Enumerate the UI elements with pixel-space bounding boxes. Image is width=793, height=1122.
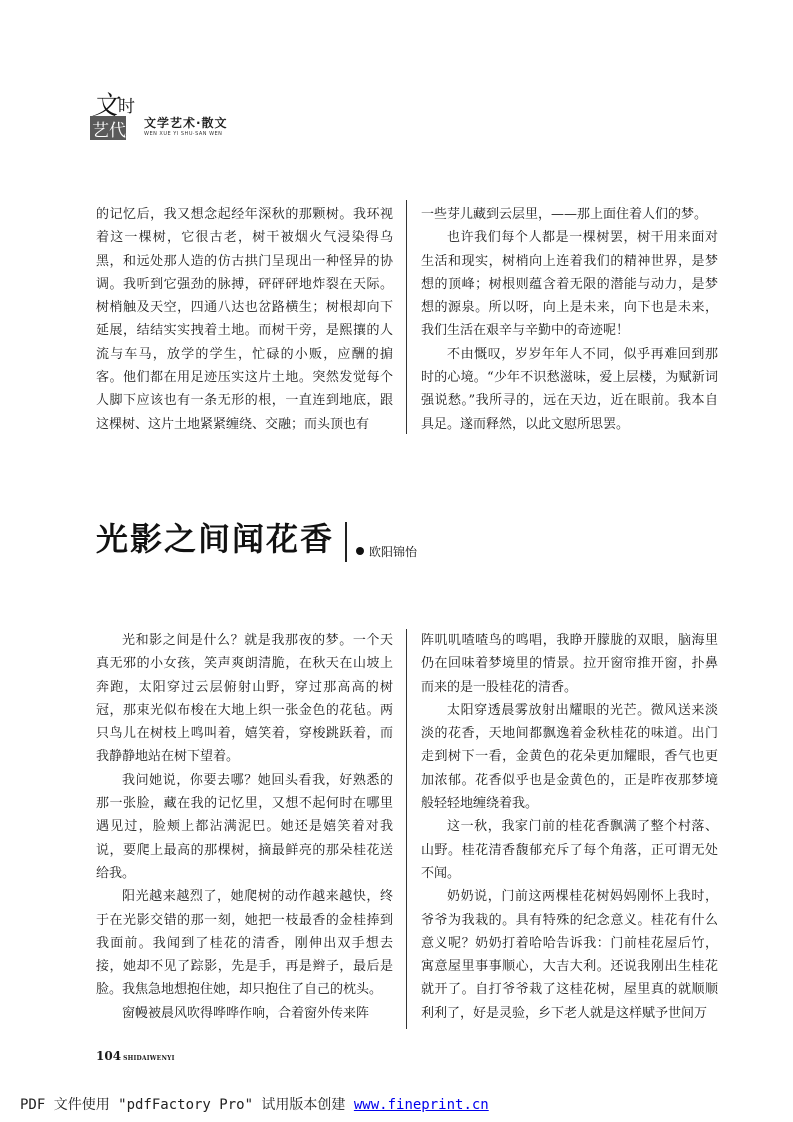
column-divider bbox=[406, 629, 407, 1029]
article-title: 光影之间闻花香 bbox=[96, 520, 335, 558]
prev-article-left-column bbox=[96, 203, 393, 436]
pdf-footer bbox=[20, 1094, 489, 1114]
prev-article-right-column bbox=[421, 203, 718, 436]
paragraph: 不由慨叹，岁岁年年人不同，似乎再难回到那时的心境。“少年不识愁滋味，爱上层楼，为赋新词强说愁。”我所寻的，远在天边，近在眼前。我本自具足。遂而释然，以此文慰所思罢。 bbox=[421, 346, 718, 432]
logo-char-yidai: 艺代 bbox=[92, 121, 126, 141]
author-name: 欧阳锦怡 bbox=[369, 545, 418, 559]
section-label-en: WEN XUE YI SHU·SAN WEN bbox=[144, 131, 223, 137]
logo-char-wen: 文 bbox=[92, 91, 119, 121]
paragraph: 我问她说，你要去哪？她回头看我，好熟悉的那一张脸，藏在我的记忆里，又想不起何时在哪里遇见过，脸颊上都沾满泥巴。她还是嬉笑着对我说，要爬上最高的那棵树，摘最鲜亮的那朵桂花送给我。 bbox=[96, 772, 393, 881]
column-divider bbox=[406, 200, 407, 434]
title-divider bbox=[345, 522, 347, 562]
paragraph: 阳光越来越烈了，她爬树的动作越来越快，终于在光影交错的那一刻，她把一枝最香的金桂捧到我面前。我闻到了桂花的清香，刚伸出双手想去接，她却不见了踪影，先是手，再是辫子，最后是脸。我焦急地想抱住她，却只抱住了自己的枕头。 bbox=[96, 889, 393, 998]
magazine-logo bbox=[88, 86, 263, 144]
article-left-column bbox=[96, 629, 393, 1025]
article-author bbox=[356, 543, 417, 560]
paragraph: 的记忆后，我又想念起经年深秋的那颗树。我环视着这一棵树，它很古老，树干被烟火气浸染得乌黑，和远处那人造的仿古拱门呈现出一种怪异的协调。我听到它强劲的脉搏，砰砰砰地炸裂在天际。树梢触及天空，四通八达也岔路横生；树根却向下延展，结结实实拽着土地。而树干旁，是熙攘的人流与车马，放学的学生，忙碌的小贩，应酬的掮客。他们都在用足迹压实这片土地。突然发觉每个人脚下应该也有一条无形的根，一直连到地底，跟这棵树、这片土地紧紧缠绕、交融；而头顶也有 bbox=[96, 207, 393, 432]
magazine-name: SHIDAIWENYI bbox=[123, 1055, 175, 1062]
paragraph: 光和影之间是什么？就是我那夜的梦。一个天真无邪的小女孩，笑声爽朗清脆，在秋天在山坡上奔跑，太阳穿过云层俯射山野，穿过那高高的树冠，那束光似布梭在大地上织一张金色的花毡。两只鸟儿在树枝上鸣叫着，嬉笑着，穿梭跳跃着，而我静静地站在树下望着。 bbox=[96, 633, 393, 765]
article-right-column bbox=[421, 629, 718, 1025]
paragraph: 窗幔被晨风吹得哗哗作响，合着窗外传来阵 bbox=[122, 1005, 370, 1021]
paragraph: 奶奶说，门前这两棵桂花树妈妈刚怀上我时，爷爷为我栽的。具有特殊的纪念意义。桂花有什么意义呢？奶奶打着哈哈告诉我：门前桂花屋后竹，寓意屋里事事顺心，大吉大利。还说我刚出生桂花就开了。自打爷爷栽了这桂花树，屋里真的就顺顺利利了，好是灵验，乡下老人就是这样赋予世间万 bbox=[421, 889, 718, 1021]
logo-mark-icon bbox=[88, 86, 144, 144]
page-number bbox=[96, 1049, 175, 1063]
footer-link[interactable]: www.fineprint.cn bbox=[353, 1097, 489, 1113]
paragraph: 阵叽叽喳喳鸟的鸣唱，我睁开朦胧的双眼，脑海里仍在回味着梦境里的情景。拉开窗帘推开窗，扑鼻而来的是一股桂花的清香。 bbox=[421, 633, 718, 695]
paragraph: 也许我们每个人都是一棵树罢，树干用来面对生活和现实，树梢向上连着我们的精神世界，是梦想的顶峰；树根则蕴含着无限的潜能与动力，是梦想的源泉。所以呀，向上是未来，向下也是未来，我们生活在艰辛与辛勤中的奇迹呢！ bbox=[421, 230, 718, 339]
bullet-icon bbox=[356, 547, 364, 555]
paragraph: 这一秋，我家门前的桂花香飘满了整个村落、山野。桂花清香馥郁充斥了每个角落，正可谓无处不闻。 bbox=[421, 819, 718, 881]
section-label: 文学艺术·散文 bbox=[144, 116, 228, 130]
footer-text: PDF 文件使用 "pdfFactory Pro" 试用版本创建 bbox=[20, 1097, 354, 1113]
paragraph: 一些芽儿藏到云层里，——那上面住着人们的梦。 bbox=[421, 207, 708, 222]
logo-char-shi: 时 bbox=[118, 97, 135, 117]
paragraph: 太阳穿透晨雾放射出耀眼的光芒。微风送来淡淡的花香，天地间都飘逸着金秋桂花的味道。出门走到树下一看，金黄色的花朵更加耀眼，香气也更加浓郁。花香似乎也是金黄色的，正是昨夜那梦境般轻轻地缠绕着我。 bbox=[421, 702, 718, 812]
page-number-value: 104 bbox=[96, 1049, 122, 1063]
